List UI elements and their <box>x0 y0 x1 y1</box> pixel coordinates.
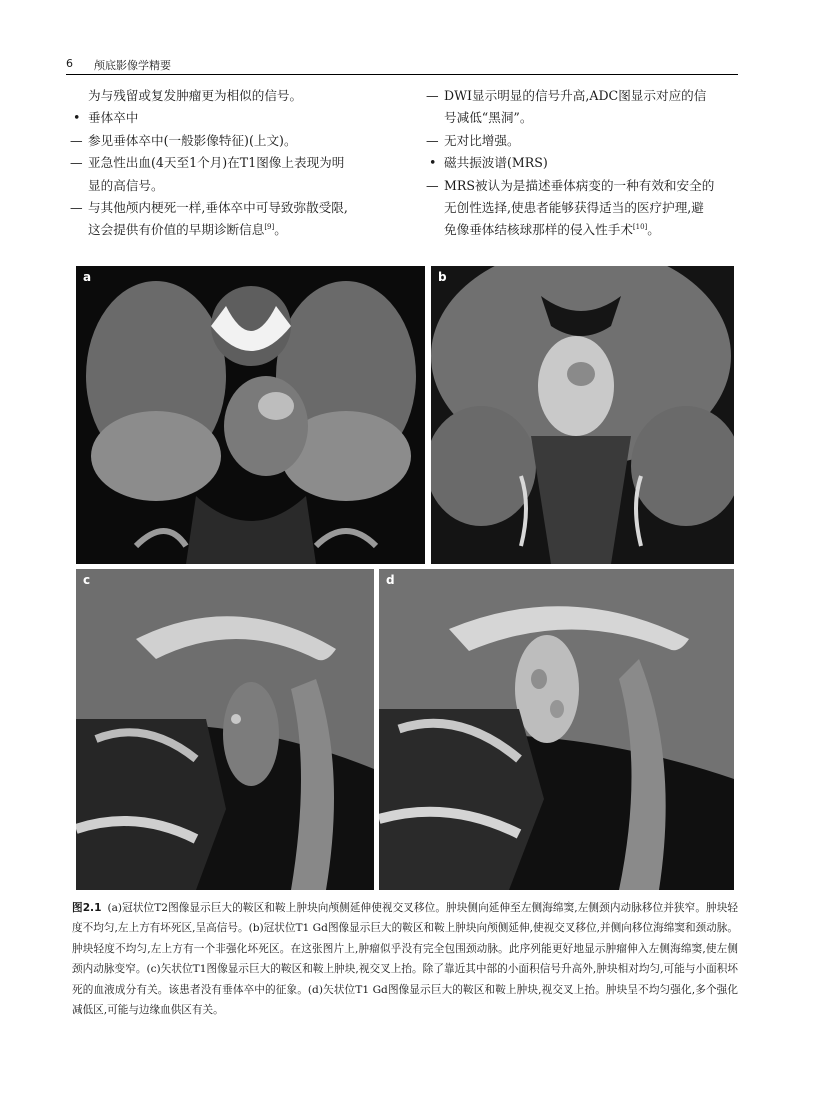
panel-label: d <box>386 573 395 587</box>
mri-panel-b <box>431 266 734 564</box>
book-title: 颅底影像学精要 <box>94 59 171 72</box>
figure-label: 图2.1 <box>72 902 102 914</box>
mri-panel-c <box>76 569 374 890</box>
dash-item: — 无对比增强。 <box>426 130 738 152</box>
dash-item: — MRS被认为是描述垂体病变的一种有效和安全的 <box>426 175 738 197</box>
page-header <box>66 57 738 77</box>
text-line <box>70 219 395 241</box>
reference-mark: [10] <box>632 223 648 232</box>
text-line: 无创性选择,使患者能够获得适当的医疗护理,避 <box>444 200 704 216</box>
mri-image-c <box>76 569 374 890</box>
panel-label: c <box>83 573 91 587</box>
right-column <box>426 85 738 242</box>
dash-item: — DWI显示明显的信号升高,ADC图显示对应的信 <box>426 85 738 107</box>
mri-image-b <box>431 266 734 564</box>
text-span: 。 <box>647 222 660 238</box>
text-span: 这会提供有价值的早期诊断信息 <box>88 222 265 238</box>
dash-item: — 亚急性出血(4天至1个月)在T1图像上表现为明 <box>70 152 395 174</box>
bullet-item-mrs: • 磁共振波谱(MRS) <box>426 152 738 174</box>
bullet-item-apoplexy: • 垂体卒中 <box>70 107 395 129</box>
mri-panel-d <box>379 569 734 890</box>
text-span: 。 <box>274 222 287 238</box>
reference-mark: [9] <box>264 223 275 232</box>
left-column <box>70 85 395 242</box>
figure-caption <box>72 898 738 1020</box>
mri-image-d <box>379 569 734 890</box>
panel-label: a <box>83 270 92 284</box>
text-line <box>426 219 738 241</box>
text-span: 免像垂体结核球那样的侵入性手术 <box>444 222 633 238</box>
dash-item: — 参见垂体卒中(一般影像特征)(上文)。 <box>70 130 395 152</box>
mri-image-a <box>76 266 425 564</box>
text-line: 显的高信号。 <box>88 177 164 193</box>
panel-label: b <box>438 270 447 284</box>
dash-item: — 与其他颅内梗死一样,垂体卒中可导致弥散受限, <box>70 197 395 219</box>
text-line: 为与残留或复发肿瘤更为相似的信号。 <box>88 88 303 103</box>
caption-text: (a)冠状位T2图像显示巨大的鞍区和鞍上肿块向颅侧延伸使视交叉移位。肿块侧向延伸至左侧海绵窦,左侧颈内动脉移位并狭窄。肿块轻度不均匀,左上方有坏死区,呈高信号。(b)冠状位T1 Gd图像显示巨大的鞍区和鞍上肿块向颅侧延伸,使视交叉移位,并侧向移位海绵窦和颈动脉。肿块轻度不均匀,左上方有一个非强化坏死区。在这张图片上,肿瘤似乎没有完全包围颈动脉。此序列能更好地显示肿瘤伸入左侧海绵窦,使左侧颈内动脉变窄。(c)矢状位T1图像显示巨大的鞍区和鞍上肿块,视交叉上抬。除了靠近其中部的小面积信号升高外,肿块相对均匀,可能与小面积坏死的血液成分有关。该患者没有垂体卒中的征象。(d)矢状位T1 Gd图像显示巨大的鞍区和鞍上肿块,视交叉上抬。肿块呈不均匀强化,多个强化减低区,可能与边缘血供区有关。 <box>72 902 738 1017</box>
text-line: 号减低“黑洞”。 <box>444 110 533 126</box>
header-rule <box>66 74 738 75</box>
mri-panel-a <box>76 266 425 564</box>
page-number: 6 <box>66 57 73 70</box>
